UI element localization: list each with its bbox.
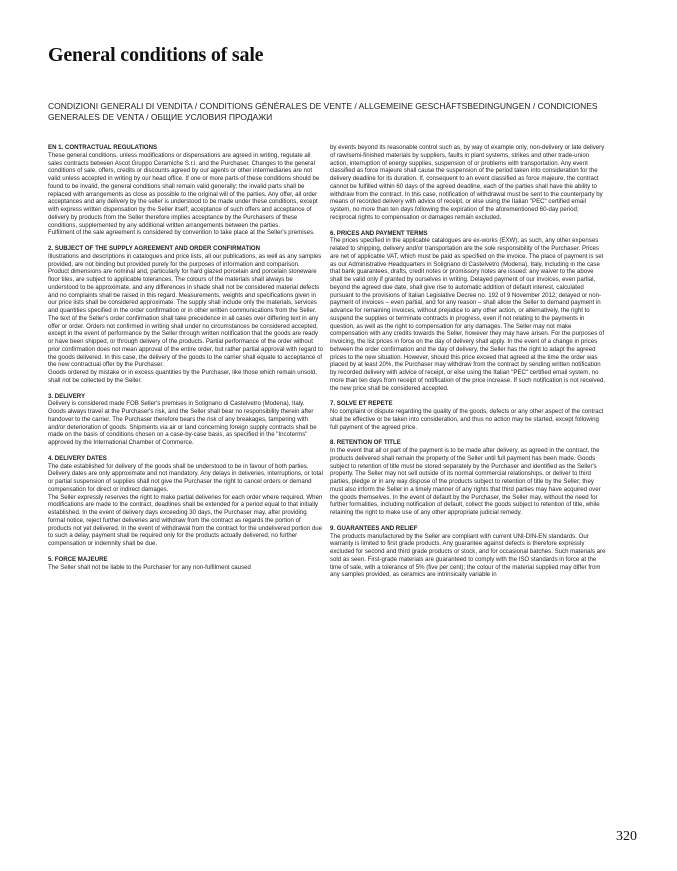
clause-section [48,144,324,237]
page-subtitle: CONDIZIONI GENERALI DI VENDITA / CONDITIONS GÉNÉRALES DE VENTE / ALLGEMEINE GESCHÄFTSBEDINGUNGEN / CONDICIONES GENERALES DE VENTA / ОБЩИЕ УСЛОВИЯ ПРОДАЖИ [48,101,598,122]
clause-paragraph: Product dimensions are nominal and, particularly for hard glazed porcelain and porcelain stoneware floor tiles, are subject to applicable tolerances. The colours of the materials shall always be understood to be approximate, and any differences in shade shall not be considered material defects and no complaints shall be raised in this regard. Measurements, weights and specifications given in our price lists shall be considered approximate. The supply shall include only the materials, services and quantities specified in the order confirmation or in other written communications from the Seller. The text of the Seller's order confirmation shall take precedence in all cases over differing text in any offer or order. Orders not confirmed in writing shall under no circumstances be considered accepted, except in the event of performance by the Seller through written notification that the goods are ready or have been shipped, or through delivery of the products. Partial performance of the order without prior confirmation does not mean approval of the entire order, but rather partial approval with regard to the goods delivered. In this case, the delivery of the goods to the carrier shall equate to acceptance of the new contractual offer by the Purchaser. [48,268,324,369]
clause-heading: 7. SOLVE ET REPETE [330,400,393,408]
clause-paragraph: The date established for delivery of the goods shall be understood to be in favour of both parties. Delivery dates are only approximate and not mandatory. Any delays in deliveries, interruptions, or total or partial suspension of supplies shall not give the Purchaser the right to cancel orders or demand compensation for direct or indirect damages. [48,462,323,493]
clause-paragraph: In the event that all or part of the payment is to be made after delivery, as agreed in the contract, the products delivered shall remain the property of the Seller until full payment has been made. Goods subject to retention of title must be stored separately by the Purchaser and identified as the Seller's property. The Seller may not sell outside of its normal commercial relationships, or deliver to third parties, pledge or in any way dispose of the products subject to retention of title by the Seller; they must also inform the Seller in a timely manner of any rights that third parties may have acquired over the goods themselves. In the event of default by the Purchaser, the Seller may, without the need for further formalities, including notification of default, collect the goods subject to retention of title, while retaining the right to make use of any other appropriate judicial remedy. [330,447,601,516]
clause-section [48,245,324,385]
page-number: 320 [616,829,637,844]
clause-paragraph: The prices specified in the applicable catalogues are ex-works (EXW); as such, any other expenses related to shipping, delivery and/or transportation are the sole responsibility of the Purchaser. Prices are net of applicable VAT, which must be paid as specified on the invoice. The place of payment is set as our Administrative Headquarters in Solignano di Castelvetro (Modena), Italy, including in the case that bank guarantees, drafts, credit notes or promissory notes are issued: any waiver to the above shall be valid only if granted by ourselves in writing. Delayed payment of our invoices, even partial, beyond the agreed due date, shall give rise to automatic addition of default interest, calculated pursuant to the provisions of Italian Legislative Decree no. 192 of 9 November 2012; delayed or non-payment of invoices – even partial, and for any reason – shall allow the Seller to demand payment in advance for remaining invoices, without prejudice to any other action, or alternatively, the right to suspend the supplies or terminate contracts in progress, even if not relating to the payments in question, as well as the right to compensation for any damages. The Seller may not make compensation with any credits towards the Seller, however they may have arisen. For the purposes of invoicing, the list prices in force on the day of delivery shall apply. In the event of a change in prices between the order confirmation and the day of delivery, the Seller has the right to adapt the agreed prices to the new situation. However, should this price exceed that agreed at the time the order was placed by at least 20%, the Purchaser may withdraw from the contract by sending written notification by recorded delivery with advice of receipt, or else using the Italian "PEC" certified email system, no more than ten days from receipt of notification of the price increase. If such notification is not received, the new price shall be considered accepted. [330,237,606,392]
clause-section [330,439,606,517]
clause-paragraph: Fulfilment of the sale agreement is considered by convention to take place at the Seller's premises. [48,229,315,237]
clause-section [48,556,324,572]
clause-heading: 8. RETENTION OF TITLE [330,439,401,447]
clause-heading: EN 1. CONTRACTUAL REGULATIONS [48,144,158,151]
clause-paragraph: Illustrations and descriptions in catalogues and price lists, all our publications, as well as any samples provided, are not binding but provided purely for the purposes of information and comparison. [48,252,322,268]
clause-paragraph: The Seller shall not be liable to the Purchaser for any non-fulfilment caused [48,563,251,571]
clause-section [48,455,324,548]
clause-paragraph: The Seller expressly reserves the right to make partial deliveries for each order where required. When modifications are made to the contract, deadlines shall be extended for a period equal to that initially established. In the event of delivery days exceeding 30 days, the Purchaser may, after providing formal notice, reject further deliveries and withdraw from the contract as regards the portion of products not yet delivered. In the event of withdrawal from the contract for the undelivered portion due to such a delay, payment shall be required only for the products actually delivered; no further compensation or indemnity shall be due. [48,493,323,547]
clause-paragraph: No complaint or dispute regarding the quality of the goods, defects or any other aspect of the contract shall be effective or be taken into consideration, and thus no action may be started, except following full payment of the agreed price. [330,408,604,431]
clause-paragraph: These general conditions, unless modifications or dispensations are agreed in writing, regulate all sales contracts between Ascot Gruppo Ceramiche S.r.l. and the Purchaser. Changes to the general conditions of sale, offers, credits or discounts agreed by our agents or other intermediaries are not valid unless accepted in writing by our head office. If one or more parts of these conditions should be found to be invalid, the general conditions shall remain valid generally; the invalid parts shall be replaced with arrangements as close as possible to the original will of the parties. Any offer, all order acceptances and any delivery by the seller is understood to be made under these conditions, except with express written dispensation by the Seller itself; acceptance of such offers and acceptance of delivery by products from the Seller therefore implies acceptance by the Purchasers of these conditions, supplemented by any additional written arrangements between the parties. [48,151,320,229]
clause-section [330,525,606,579]
clause-section [330,230,606,393]
clause-paragraph: Goods ordered by mistake or in excess quantities by the Purchaser, like those which remain unsold, shall not be collected by the Seller. [48,369,317,384]
clause-heading: 2. SUBJECT OF THE SUPPLY AGREEMENT AND ORDER CONFIRMATION [48,245,261,252]
clause-section [330,144,606,222]
clause-heading: 5. FORCE MAJEURE [48,555,108,563]
clause-heading: 4. DELIVERY DATES [48,454,107,462]
clause-section [48,393,324,447]
clause-paragraph: The products manufactured by the Seller are compliant with current UNI-DIN-EN standards. Our warranty is limited to first grade products. Any guarantee against defects is therefore expressly excluded for second and third grade products or stock, and for occasional batches. Such materials are sold as seen. First-grade materials are guaranteed to comply with the ISO standards in force at the time of sale, with a tolerance of 5% (five per cent); the colour of the material supplied may differ from any samples provided, as ceramics are intrinsically variable in [330,532,606,579]
right-column [330,144,606,824]
left-column [48,144,324,824]
clause-heading: 3. DELIVERY [48,392,86,400]
clause-paragraph: by events beyond its reasonable control such as, by way of example only, non-delivery or late delivery of raw/semi-finished materials by suppliers, faults in plant systems, strikes and other trade-union action, interruption of energy supplies, suspension of or problems with transportation. Any event classified as force majeure shall cause the suspension of the period taken into consideration for the delivery deadline for its duration. If, consequent to an event classified as force majeure, the contract cannot be fulfilled within 60 days of the agreed deadline, each of the parties shall have the ability to withdraw from the contract. In this case, notification of withdrawal must be sent to the counterparty by means of recorded delivery with advice of receipt, or else using the Italian "PEC" certified email system, no more than ten days following the expiration of the aforementioned 60-day period; reciprocal rights to compensation or damages remain excluded. [330,144,605,221]
page-title: General conditions of sale [48,44,264,66]
clause-heading: 6. PRICES AND PAYMENT TERMS [330,229,428,237]
clause-section [330,400,606,431]
clause-paragraph: Delivery is considered made FOB Seller's premises in Solignano di Castelvetro (Modena), Italy. Goods always travel at the Purchaser's risk, and the Seller shall bear no responsibility therein after handover to the carrier. The Purchaser therefore bears the risk of any breakages, tampering with and/or deterioration of goods. Shipments via air or land concerning foreign supply contracts shall be made on the basis of conditions chosen on a case-by-case basis, as specified in the "Incoterms" approved by the International Chamber of Commerce. [48,400,317,446]
clause-heading: 9. GUARANTEES AND RELIEF [330,524,418,532]
